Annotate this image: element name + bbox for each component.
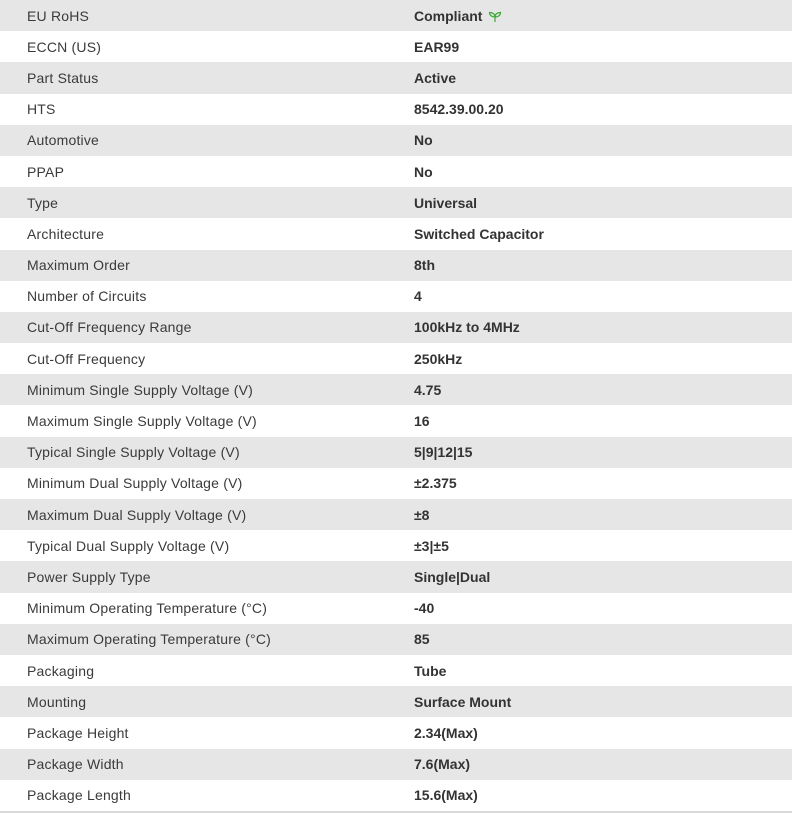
spec-row-ppap [0, 156, 792, 187]
leaf-icon [488, 11, 502, 23]
spec-value: Universal [414, 194, 478, 211]
spec-value: 100kHz to 4MHz [414, 319, 520, 336]
spec-row-hts [0, 94, 792, 125]
spec-row-package-length [0, 780, 792, 811]
spec-row-min-single-supply [0, 374, 792, 405]
spec-value: No [414, 163, 433, 180]
spec-value: 15.6(Max) [414, 787, 478, 804]
spec-value: 250kHz [414, 350, 463, 367]
spec-value: 85 [414, 631, 430, 648]
spec-row-number-of-circuits [0, 281, 792, 312]
spec-row-mounting [0, 686, 792, 717]
spec-value: -40 [414, 600, 435, 617]
spec-label: Packaging [27, 662, 95, 679]
spec-value: 4 [414, 288, 422, 305]
spec-row-automotive [0, 125, 792, 156]
spec-label: Package Height [27, 724, 129, 741]
spec-value: ±8 [414, 506, 430, 523]
spec-row-package-height [0, 717, 792, 748]
spec-value: Single|Dual [414, 568, 491, 585]
spec-row-cutoff-frequency [0, 343, 792, 374]
spec-row-max-dual-supply [0, 499, 792, 530]
spec-value: 2.34(Max) [414, 724, 478, 741]
spec-row-packaging [0, 655, 792, 686]
spec-value: No [414, 132, 433, 149]
spec-row-typ-single-supply [0, 437, 792, 468]
spec-value: ±3|±5 [414, 537, 449, 554]
spec-label: Package Length [27, 787, 131, 804]
spec-value: Active [414, 69, 457, 86]
spec-row-min-operating-temp [0, 593, 792, 624]
spec-value: EAR99 [414, 38, 460, 55]
spec-row-typ-dual-supply [0, 530, 792, 561]
spec-label: Power Supply Type [27, 568, 151, 585]
spec-label: Minimum Operating Temperature (°C) [27, 600, 268, 617]
spec-label: EU RoHS [27, 7, 90, 24]
spec-value: 5|9|12|15 [414, 444, 473, 461]
spec-row-max-single-supply [0, 405, 792, 436]
spec-value: 4.75 [414, 381, 442, 398]
spec-row-max-operating-temp [0, 624, 792, 655]
spec-row-cutoff-frequency-range [0, 312, 792, 343]
spec-value: Switched Capacitor [414, 225, 544, 242]
spec-label: Typical Single Supply Voltage (V) [27, 444, 240, 461]
spec-label: Type [27, 194, 59, 211]
spec-label: Maximum Order [27, 257, 130, 274]
spec-row-eccn [0, 31, 792, 62]
spec-row-eu-rohs [0, 0, 792, 31]
spec-label: Automotive [27, 132, 100, 149]
spec-row-package-width [0, 749, 792, 780]
spec-label: Architecture [27, 225, 105, 242]
spec-row-type [0, 187, 792, 218]
spec-label: Minimum Single Supply Voltage (V) [27, 381, 254, 398]
spec-label: Maximum Dual Supply Voltage (V) [27, 506, 247, 523]
spec-value: 16 [414, 413, 430, 430]
spec-row-maximum-order [0, 250, 792, 281]
spec-label: Maximum Single Supply Voltage (V) [27, 413, 257, 430]
table-bottom-divider [0, 811, 792, 813]
spec-value-cell [414, 0, 792, 31]
spec-label: Typical Dual Supply Voltage (V) [27, 537, 230, 554]
spec-label: Cut-Off Frequency Range [27, 319, 192, 336]
spec-value: 8542.39.00.20 [414, 101, 504, 118]
spec-label: Package Width [27, 756, 124, 773]
spec-value: ±2.375 [414, 475, 457, 492]
spec-value: Compliant [414, 7, 483, 24]
spec-label: PPAP [27, 163, 65, 180]
spec-row-architecture [0, 218, 792, 249]
spec-label: Number of Circuits [27, 288, 147, 305]
spec-value: 7.6(Max) [414, 756, 471, 773]
spec-label: Mounting [27, 693, 87, 710]
spec-label: Minimum Dual Supply Voltage (V) [27, 475, 243, 492]
spec-row-part-status [0, 62, 792, 93]
spec-label: ECCN (US) [27, 38, 102, 55]
spec-label: HTS [27, 101, 56, 118]
spec-row-min-dual-supply [0, 468, 792, 499]
spec-row-power-supply-type [0, 561, 792, 592]
spec-label: Maximum Operating Temperature (°C) [27, 631, 271, 648]
spec-label: Cut-Off Frequency [27, 350, 146, 367]
spec-value: 8th [414, 257, 435, 274]
spec-label: Part Status [27, 69, 99, 86]
spec-value: Surface Mount [414, 693, 512, 710]
spec-value: Tube [414, 662, 447, 679]
